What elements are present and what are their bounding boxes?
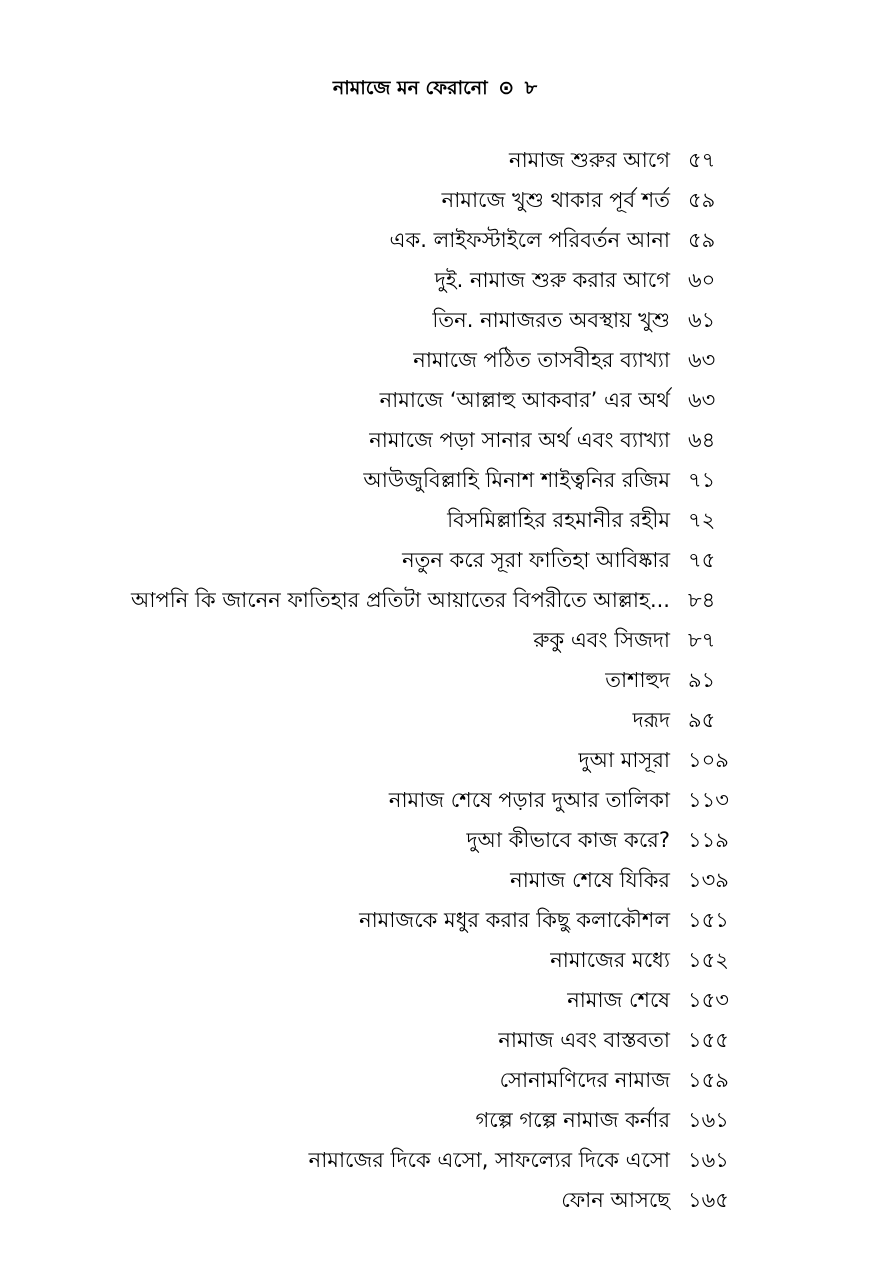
table-of-contents (0, 140, 870, 1220)
toc-entry (0, 460, 870, 500)
toc-entry-title: নামাজে পঠিত তাসবীহর ব্যাখ্যা (413, 348, 670, 372)
toc-entry (0, 540, 870, 580)
toc-entry (0, 740, 870, 780)
toc-entry-page: ৬০ (688, 268, 716, 292)
toc-entry-title: নামাজ শুরুর আগে (509, 148, 670, 172)
toc-entry (0, 420, 870, 460)
toc-entry (0, 660, 870, 700)
toc-entry-title: নামাজ এবং বাস্তবতা (498, 1028, 670, 1052)
toc-entry-title: নতুন করে সূরা ফাতিহা আবিষ্কার (402, 548, 670, 572)
toc-entry-page: ৯৫ (688, 708, 716, 732)
toc-entry (0, 180, 870, 220)
toc-entry (0, 140, 870, 180)
toc-entry-title: দুআ কীভাবে কাজ করে? (466, 828, 670, 852)
toc-entry-title: নামাজ শেষে যিকির (510, 868, 670, 892)
toc-entry-page: ৬১ (688, 308, 716, 332)
toc-entry (0, 780, 870, 820)
toc-entry-page: ৭২ (688, 508, 716, 532)
toc-entry-page: ৮৭ (688, 628, 716, 652)
toc-entry (0, 1140, 870, 1180)
toc-entry-page: ১১৯ (688, 828, 729, 852)
toc-entry-page: ৯১ (688, 668, 716, 692)
toc-entry (0, 700, 870, 740)
toc-entry-page: ৫৭ (688, 148, 716, 172)
toc-entry-page: ১৫২ (688, 948, 729, 972)
toc-entry-title: তাশাহুদ (605, 668, 670, 692)
toc-entry (0, 1100, 870, 1140)
toc-entry-page: ১৩৯ (688, 868, 729, 892)
toc-entry-title: রুকু এবং সিজদা (533, 628, 670, 652)
toc-entry (0, 620, 870, 660)
toc-entry (0, 580, 870, 620)
toc-entry-title: নামাজে পড়া সানার অর্থ এবং ব্যাখ্যা (369, 428, 670, 452)
toc-entry-title: নামাজের মধ্যে (550, 948, 670, 972)
toc-entry-page: ৭৫ (688, 548, 716, 572)
toc-entry-page: ১৬১ (688, 1148, 729, 1172)
toc-entry-title: নামাজে ‘আল্লাহু আকবার’ এর অর্থ (379, 388, 670, 412)
toc-entry-page: ১৫৩ (688, 988, 729, 1012)
toc-entry-page: ১৫৫ (688, 1028, 729, 1052)
toc-entry (0, 260, 870, 300)
toc-entry-title: আউজুবিল্লাহি মিনাশ শাইত্বনির রজিম (363, 468, 670, 492)
toc-entry-title: এক. লাইফস্টাইলে পরিবর্তন আনা (389, 228, 670, 252)
toc-entry-page: ৭১ (688, 468, 716, 492)
toc-entry (0, 860, 870, 900)
toc-entry-title: সোনামণিদের নামাজ (499, 1068, 670, 1092)
toc-entry-title: তিন. নামাজরত অবস্থায় খুশু (432, 308, 670, 332)
running-header (0, 74, 870, 102)
toc-entry-title: নামাজের দিকে এসো, সাফল্যের দিকে এসো (308, 1148, 670, 1172)
toc-entry (0, 1060, 870, 1100)
toc-entry-page: ১৫৯ (688, 1068, 729, 1092)
toc-entry-title: নামাজকে মধুর করার কিছু কলাকৌশল (359, 908, 670, 932)
toc-entry-title: দুই. নামাজ শুরু করার আগে (434, 268, 670, 292)
toc-entry (0, 900, 870, 940)
toc-entry (0, 1180, 870, 1220)
toc-entry (0, 340, 870, 380)
toc-entry-page: ১৬৫ (688, 1188, 729, 1212)
separator-icon: ⊙ (498, 77, 515, 99)
toc-entry-title: ফোন আসছে (561, 1188, 670, 1212)
toc-entry-page: ১৫১ (688, 908, 729, 932)
toc-entry-title: বিসমিল্লাহির রহমানীর রহীম (447, 508, 670, 532)
toc-entry-title: দুআ মাসূরা (578, 748, 670, 772)
toc-entry-title: নামাজ শেষে পড়ার দুআর তালিকা (388, 788, 670, 812)
toc-entry-page: ১৬১ (688, 1108, 729, 1132)
toc-entry (0, 380, 870, 420)
toc-entry-title: আপনি কি জানেন ফাতিহার প্রতিটা আয়াতের বিপরীতে আল্লাহ... (131, 588, 670, 612)
toc-entry-page: ৮৪ (688, 588, 716, 612)
toc-entry-page: ৬৩ (688, 348, 716, 372)
toc-entry-page: ৫৯ (688, 188, 716, 212)
book-title: নামাজে মন ফেরানো (332, 77, 488, 99)
toc-entry (0, 500, 870, 540)
page-number: ৮ (524, 77, 538, 99)
toc-entry (0, 820, 870, 860)
toc-entry-page: ৬৩ (688, 388, 716, 412)
toc-entry-page: ১১৩ (688, 788, 729, 812)
toc-entry (0, 220, 870, 260)
toc-entry-page: ৫৯ (688, 228, 716, 252)
toc-entry-title: গল্পে গল্পে নামাজ কর্নার (475, 1108, 670, 1132)
toc-entry (0, 1020, 870, 1060)
toc-entry (0, 300, 870, 340)
toc-entry-title: নামাজে খুশু থাকার পূর্ব শর্ত (441, 188, 670, 212)
toc-entry-page: ৬৪ (688, 428, 716, 452)
toc-entry-title: দরূদ (632, 708, 670, 732)
toc-entry-page: ১০৯ (688, 748, 729, 772)
toc-entry (0, 980, 870, 1020)
toc-entry (0, 940, 870, 980)
toc-entry-title: নামাজ শেষে (567, 988, 670, 1012)
